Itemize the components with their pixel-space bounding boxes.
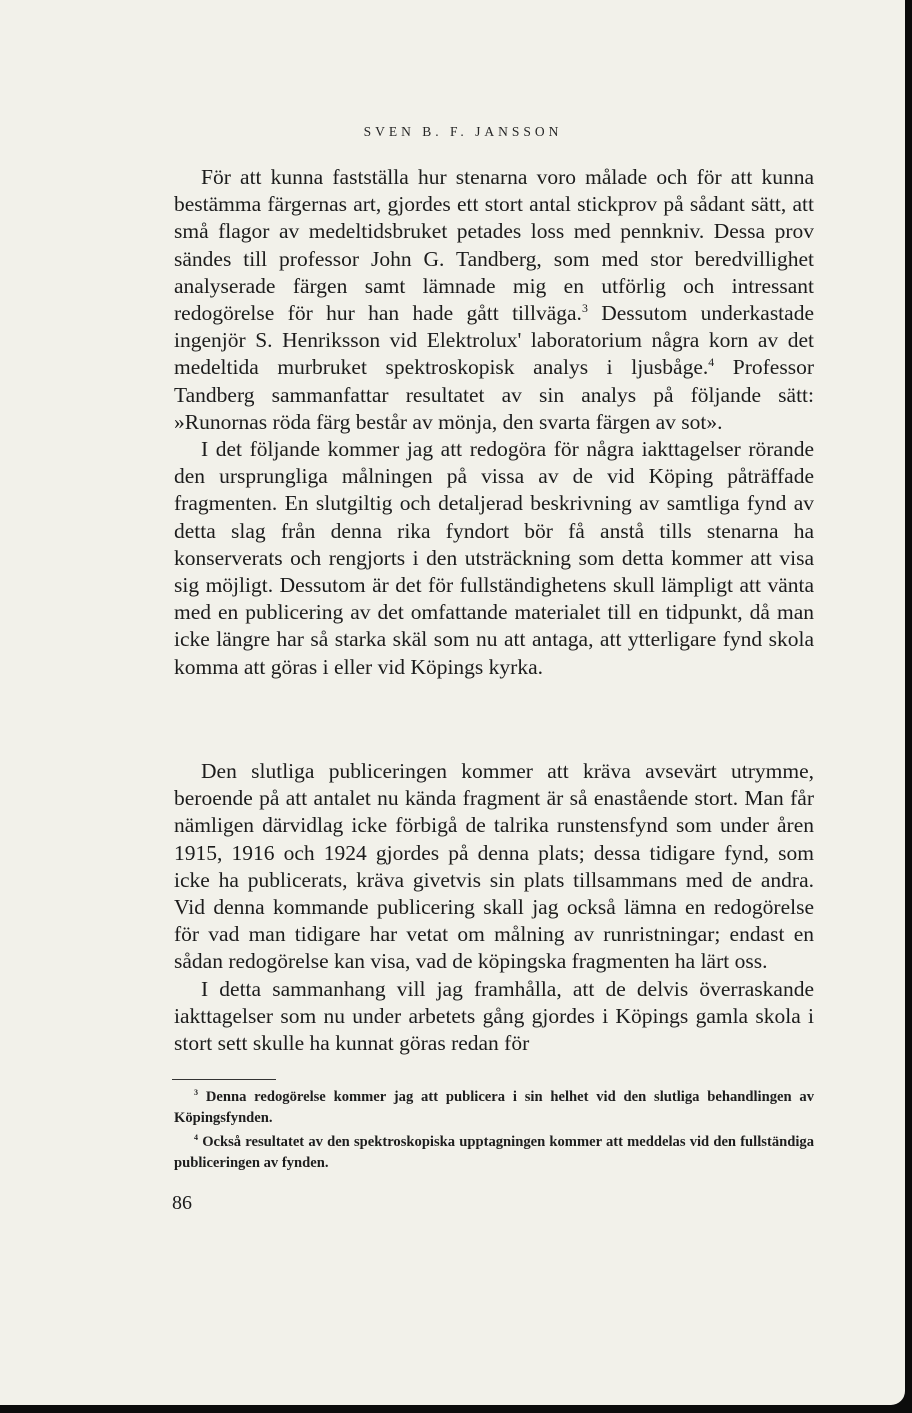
footnote-ref-3: 3 (581, 300, 588, 315)
paragraph-1-part-1: För att kunna fastställa hur stenarna voro målade och för att kunna bestämma färgernas art, gjordes ett stort antal stickprov på sådant sätt, att små flagor av medeltidsbruket petades loss med pennkniv. Dessa prov sändes till professor John G. Tandberg, som med stor beredvillighet analyserade färgen samt lämnade mig en utförlig och intressant redogörelse för hur han hade gått tillväga. (174, 165, 814, 326)
footnote-marker: 3 (194, 1088, 199, 1098)
footnote-ref-4: 4 (708, 355, 715, 370)
text-block-upper (174, 164, 814, 681)
footnote-4 (174, 1132, 814, 1174)
footnote-marker: 4 (194, 1133, 199, 1143)
page-number: 86 (172, 1192, 192, 1214)
footnote-text: Denna redogörelse kommer jag att publicera i sin helhet vid den slutliga behandlingen av Köpingsfynden. (174, 1089, 815, 1126)
paragraph-3: Den slutliga publiceringen kommer att kräva avsevärt utrymme, beroende på att antalet nu kända fragment är så enastående stort. Man får nämligen därvidlag icke förbigå de talrika runstensfynd som under åren 1915, 1916 och 1924 gjordes på denna plats; dessa tidigare fynd, som icke ha publicerats, kräva givetvis sin plats tillsammans med de andra. Vid denna kommande publicering skall jag också lämna en redogörelse för vad man tidigare har vetat om målning av runristningar; endast en sådan redogörelse kan visa, vad de köpingska fragmenten ha lärt oss. (174, 759, 814, 974)
footnote-text: Också resultatet av den spektroskopiska upptagningen kommer att meddelas vid den fullständiga publiceringen av fynden. (174, 1134, 814, 1171)
footnotes (174, 1087, 814, 1177)
paragraph-1 (174, 164, 814, 436)
running-header: SVEN B. F. JANSSON (363, 124, 563, 139)
paragraph-2: I det följande kommer jag att redogöra för några iakttagelser rörande den ursprungliga målningen på vissa av de vid Köping påträffade fragmenten. En slutgiltig och detaljerad beskrivning av samtliga fynd av detta slag från denna rika fyndort bör få anstå tills stenarna ha konserverats och rengjorts i den utsträckning som detta kommer att visa sig möjligt. Dessutom är det för fullständighetens skull lämpligt att vänta med en publicering av det omfattande materialet till en tidpunkt, då man icke längre har så starka skäl som nu att antaga, att ytterligare fynd skola komma att göras i eller vid Köpings kyrka. (174, 437, 814, 679)
paragraph-1-part-2: Dessutom underkastade ingenjör S. Henriksson vid Elektrolux' laboratorium några korn av det medeltida murbruket spektroskopisk analys i ljusbåge. (174, 301, 814, 380)
footnote-3 (174, 1087, 814, 1129)
paragraph-4: I detta sammanhang vill jag framhålla, att de delvis överraskande iakttagelser som nu under arbetets gång gjordes i Köpings gamla skola i stort sett skulle ha kunnat göras redan för (174, 976, 814, 1056)
text-block-lower (174, 758, 814, 1057)
footnote-divider (172, 1079, 276, 1080)
paragraph-1-part-3: Professor Tandberg sammanfattar resultatet av sin analys på följande sätt: »Runornas röda färg består av mönja, den svarta färgen av sot». (174, 355, 814, 434)
